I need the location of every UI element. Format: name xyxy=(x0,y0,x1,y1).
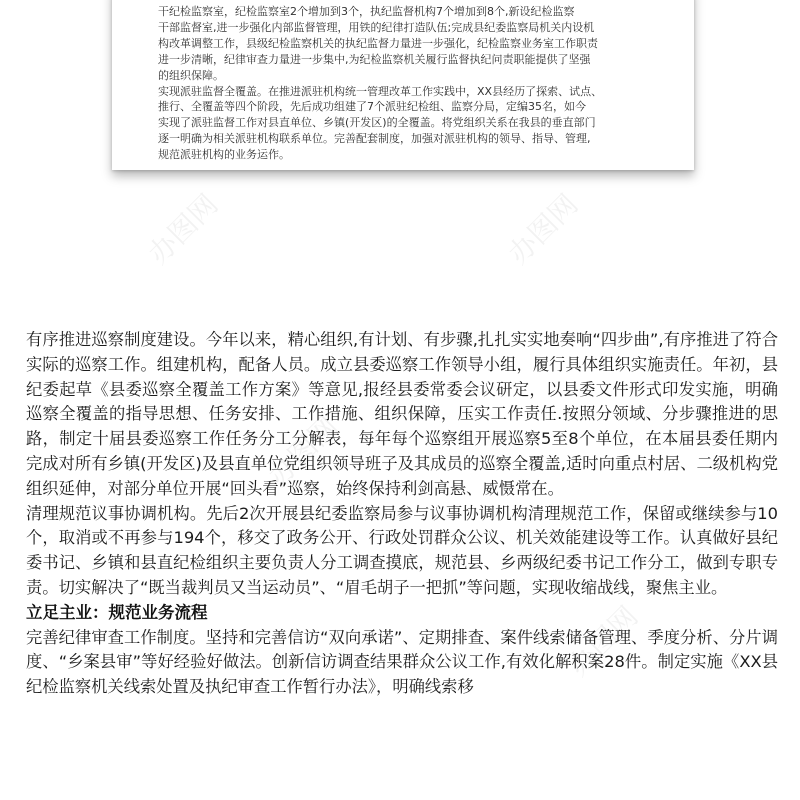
card-line: 规范派驻机构的业务运作。 xyxy=(158,148,290,162)
section-heading: 立足主业：规范业务流程 xyxy=(26,602,208,622)
card-line: 干部监督室,进一步强化内部监督管理，用铁的纪律打造队伍;完成县纪委监察局机关内设机 xyxy=(158,20,595,34)
watermark: 办图网 xyxy=(261,409,345,493)
paragraph-coordination: 清理规范议事协调机构。先后2次开展县纪委监察局参与议事协调机构清理规范工作，保留或继续参与10个，取消或不再参与194个，移交了政务公开、行政处罚群众公议、机关效能建设等工作。认真做好县纪委书记、乡镇和县直纪检组织主要负责人分工调查摸底，规范县、乡两级纪委书记工作分工，做到专职专责。切实解决了“既当裁判员又当运动员”、“眉毛胡子一把抓”等问题，实现收缩战线，聚焦主业。 xyxy=(26,503,778,597)
paragraph-review: 完善纪律审查工作制度。坚持和完善信访“双向承诺”、定期排查、案件线索储备管理、季度分析、分片调度、“乡案县审”等好经验好做法。创新信访调查结果群众公议工作,有效化解积案28件。制定实施《XX县纪检监察机关线索处置及执纪审查工作暂行办法》，明确线索移 xyxy=(26,627,778,697)
watermark: 办图网 xyxy=(501,187,585,271)
card-line: 的组织保障。 xyxy=(158,68,224,82)
card-line: 实现派驻监督全覆盖。在推进派驻机构统一管理改革工作实践中，XX县经历了探索、试点、 xyxy=(158,84,603,98)
watermark: 办图网 xyxy=(561,599,645,683)
watermark: 办图网 xyxy=(141,187,225,271)
paragraph-inspection: 有序推进巡察制度建设。今年以来，精心组织,有计划、有步骤,扎扎实实地奏响“四步曲”,有序推进了符合实际的巡察工作。组建机构，配备人员。成立县委巡察工作领导小组，履行具体组织实施责任。年初，县纪委起草《县委巡察全覆盖工作方案》等意见,报经县委常委会议研定，以县委文件形式印发实施，明确巡察全覆盖的指导思想、任务安排、工作措施、组织保障，压实工作责任.按照分领域、分步骤推进的思路，制定十届县委巡察工作任务分工分解表，每年每个巡察组开展巡察5至8个单位，在本届县委任期内完成对所有乡镇(开发区)及县直单位党组织领导班子及其成员的巡察全覆盖,适时向重点村居、二级机构党组织延伸，对部分单位开展“回头看”巡察，始终保持利剑高悬、威慑常在。 xyxy=(26,330,778,498)
document-screenshot-card xyxy=(112,0,694,170)
card-line: 构改革调整工作，县级纪检监察机关的执纪监督力量进一步强化，纪检监察业务室工作职责 xyxy=(158,36,598,50)
card-line: 推行、全覆盖等四个阶段，先后成功组建了7个派驻纪检组、监察分局，定编35名，如今 xyxy=(158,100,586,114)
card-line: 逐一明确为相关派驻机构联系单位。完善配套制度，加强对派驻机构的领导、指导、管理, xyxy=(158,132,591,146)
article-body xyxy=(26,328,778,700)
card-line: 干纪检监察室，纪检监察室2个增加到3个，执纪监督机构7个增加到8个,新设纪检监察 xyxy=(158,5,575,18)
card-line: 实现了派驻监督工作对县直单位、乡镇(开发区)的全覆盖。将党组织关系在我县的垂直部门 xyxy=(158,116,596,130)
card-line: 进一步清晰，纪律审查力量进一步集中,为纪检监察机关履行监督执纪问责职能提供了坚强 xyxy=(158,52,591,66)
